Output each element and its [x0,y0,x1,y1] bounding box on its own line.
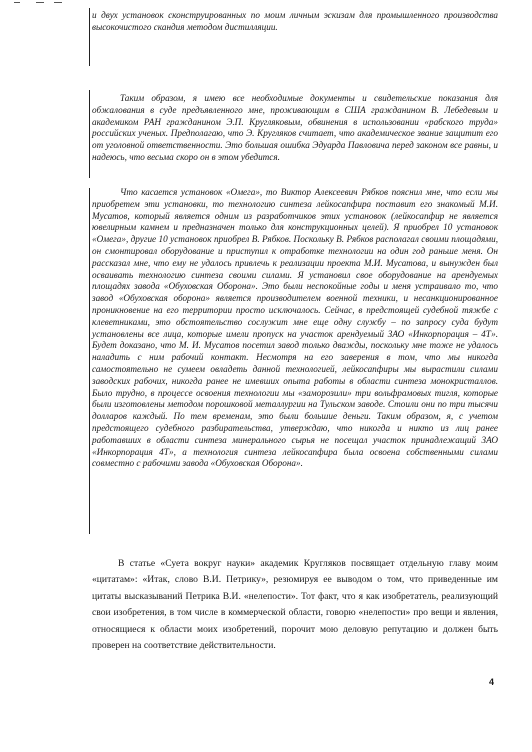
quote-block-2 [92,93,498,164]
margin-rule [89,188,90,534]
quote-block-3 [92,187,498,470]
quote-paragraph: Таким образом, я имею все необходимые документы и свидетельские показания для обжалования в суде предъявленного мне, проживающим в США гражданином В. Лебедевым и академиком РАН гражданином Э.П. Кругляковым, обвинения в использовании «рабского труда» российских ученых. Предполагаю, что Э. Кругляков считает, что академическое звание защитит его от уголовной ответственности. Это большая ошибка Эдуарда Павловича перед законом все равны, и надеюсь, что весьма скоро он в этом убедится. [92,93,498,162]
scan-edge-marks [14,2,104,4]
page-number: 4 [488,677,494,687]
body-paragraph: В статье «Суета вокруг науки» академик Кругляков посвящает отдельную главу моим «цитатам»: «Итак, слово В.И. Петрику», резюмируя ее выводом о том, что приведенные им цитаты высказываний Петрика В.И. «нелепости». Тот факт, что я как изобретатель, реализующий свои изобретения, в том числе в коммерческой области, говорю «нелепости» про вещи и явления, относящиеся к области моих изобретений, порочит мою деловую репутацию и должен быть проверен на соответствие действительности. [92,558,498,652]
quote-paragraph: Что касается установок «Омега», то Виктор Алексеевич Рябков пояснил мне, что если мы приобретем эти установки, то технологию синтеза лейкосапфира поставит его знакомый М.И. Мусатов, который является одним из разработчиков этих установок (лейкосапфир не является ювелирным камнем и предназначен только для конструкционных целей). Я приобрел 10 установок «Омега», другие 10 установок приобрел В. Рябков. Поскольку В. Рябков располагал своими площадями, он смонтировал оборудование и приступил к отработке технологии на один год раньше меня. Он рассказал мне, что ему не удалось привлечь к реализации проекта М.И. Мусатова, и вынужден был осваивать технологию синтеза своими силами. Я установил свое оборудование на арендуемых площадях завода «Обуховская Оборона». Это были неспокойные годы и меня устраивало то, что завод «Обуховская оборона» является производителем военной техники, и несанкционированное проникновение на его территории просто исключалось. Сейчас, в предстоящей судебной тяжбе с клеветниками, это обстоятельство сослужит мне еще одну службу – по запросу суда будут установлены все лица, которые имели пропуск на участок арендуемый ЗАО «Инкорпорация – 4Т». Будет доказано, что М. И. Мусатов посетил завод только дважды, поскольку мне тоже не удалось наладить с ним рабочий контакт. Несмотря на его заверения в том, что мы никогда самостоятельно не сумеем овладеть данной технологией, лейкосапфиры мы вырастили силами заводских рабочих, никогда ранее не имевших опыта работы в области синтеза монокристаллов. Было трудно, в процессе освоения технологии мы «заморозили» три вольфрамовых тигля, которые были изготовлены методом порошковой металлургии на Тульском заводе. Стоили они по три тысячи долларов каждый. По тем временам, это были большие деньги. Таким образом, я, с учетом предстоящего судебного разбирательства, утверждаю, что никогда и никто из лиц ранее работавших в области синтеза минерального сырья не посещал участок принадлежащий ЗАО «Инкорпорация 4Т», а технология синтеза лейкосапфира была освоена собственными силами совместно с рабочими завода «Обуховская Оборона». [92,187,498,469]
margin-rule [89,90,90,178]
quote-block-1 [92,10,498,34]
body-text [92,556,498,654]
margin-rule [89,8,90,66]
quote-paragraph: и двух установок сконструированных по моим личным эскизам для промышленного производства высокочистого скандия методом дистилляции. [92,10,498,32]
